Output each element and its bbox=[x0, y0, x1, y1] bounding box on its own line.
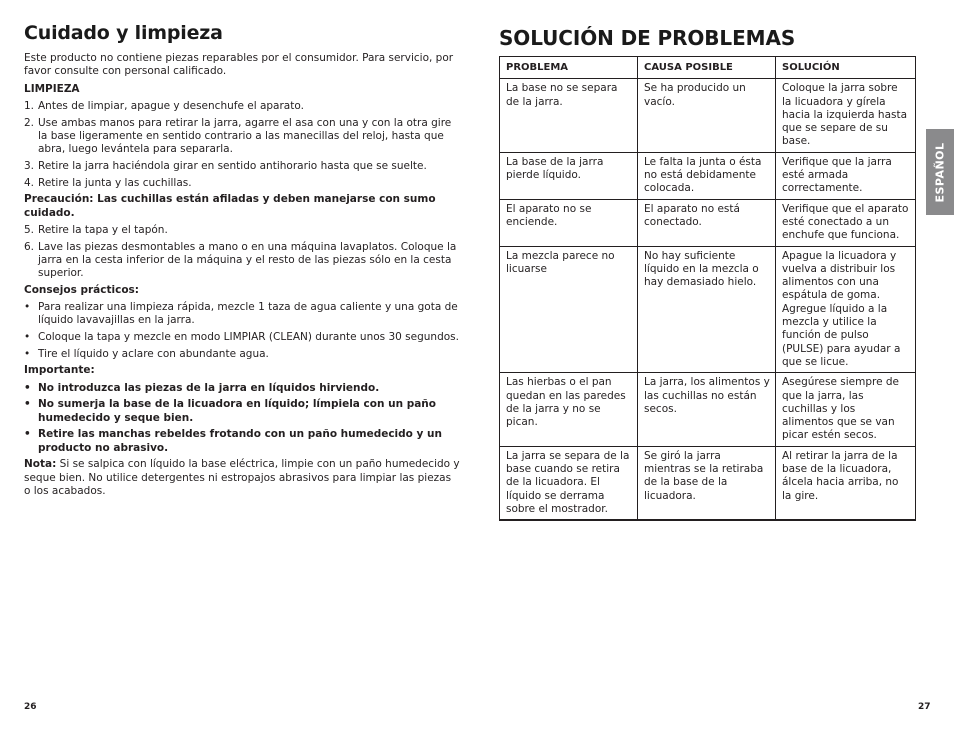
table-cell: Verifique que el aparato esté conectado a un enchufe que funciona. bbox=[776, 199, 916, 246]
important-list bbox=[24, 382, 460, 455]
list-item: 2. Use ambas manos para retirar la jarra, agarre el asa con una y con la otra gire la base ligeramente en sentido contrario a las manecillas del reloj, hasta que abra, luego levántela para separarla. bbox=[24, 116, 452, 156]
column-header-cause: CAUSA POSIBLE bbox=[638, 57, 776, 79]
table-cell: Le falta la junta o ésta no está debidamente colocada. bbox=[638, 152, 776, 199]
table-row bbox=[500, 79, 916, 152]
page-number-left: 26 bbox=[24, 702, 37, 712]
table-cell: Al retirar la jarra de la base de la licuadora, álcela hacia arriba, no la gire. bbox=[776, 446, 916, 520]
table-cell: La jarra se separa de la base cuando se retira de la licuadora. El líquido se derrama sobre el mostrador. bbox=[500, 446, 638, 520]
column-header-solution: SOLUCIÓN bbox=[776, 57, 916, 79]
list-item: 3. Retire la jarra haciéndola girar en sentido antihorario hasta que se suelte. bbox=[24, 159, 427, 172]
table-cell: Apague la licuadora y vuelva a distribuir los alimentos con una espátula de goma. Agregue líquido a la mezcla y utilice la función de pulso (PULSE) para ayudar a que se licue. bbox=[776, 246, 916, 373]
table-cell: La mezcla parece no licuarse bbox=[500, 246, 638, 373]
table-cell: No hay suficiente líquido en la mezcla o hay demasiado hielo. bbox=[638, 246, 776, 373]
cleaning-heading: LIMPIEZA bbox=[24, 82, 80, 95]
table-row bbox=[500, 199, 916, 246]
intro-paragraph: Este producto no contiene piezas reparables por el consumidor. Para servicio, por favor consulte con personal calificado. bbox=[24, 52, 454, 78]
table-cell: La base no se separa de la jarra. bbox=[500, 79, 638, 152]
steps-list-a bbox=[24, 100, 460, 190]
caution-text: Precaución: Las cuchillas están afiladas y deben manejarse con sumo cuidado. bbox=[24, 193, 436, 219]
troubleshooting-section bbox=[499, 26, 915, 521]
table-cell: Verifique que la jarra esté armada correctamente. bbox=[776, 152, 916, 199]
tips-heading: Consejos prácticos: bbox=[24, 283, 139, 296]
table-header-row bbox=[500, 57, 916, 79]
table-row bbox=[500, 373, 916, 446]
list-item: 5. Retire la tapa y el tapón. bbox=[24, 223, 168, 236]
list-item: • Coloque la tapa y mezcle en modo LIMPIAR (CLEAN) durante unos 30 segundos. bbox=[24, 331, 459, 344]
table-cell: Se ha producido un vacío. bbox=[638, 79, 776, 152]
table-cell: La base de la jarra pierde líquido. bbox=[500, 152, 638, 199]
table-row bbox=[500, 152, 916, 199]
page-number-right: 27 bbox=[918, 702, 931, 712]
troubleshooting-table bbox=[499, 56, 916, 521]
list-item: • Tire el líquido y aclare con abundante agua. bbox=[24, 347, 269, 360]
list-item: • No introduzca las piezas de la jarra en líquidos hirviendo. bbox=[24, 381, 380, 394]
note-text: Si se salpica con líquido la base eléctrica, limpie con un paño humedecido y seque bien. No utilice detergentes ni estropajos abrasivos para limpiar las piezas o los acabados. bbox=[24, 458, 460, 497]
section-title: SOLUCIÓN DE PROBLEMAS bbox=[499, 26, 796, 50]
table-cell: La jarra, los alimentos y las cuchillas no están secos. bbox=[638, 373, 776, 446]
table-cell: Las hierbas o el pan quedan en las paredes de la jarra y no se pican. bbox=[500, 373, 638, 446]
tips-list bbox=[24, 301, 460, 361]
table-cell: Asegúrese siempre de que la jarra, las cuchillas y los alimentos que se van picar estén secos. bbox=[776, 373, 916, 446]
table-row bbox=[500, 246, 916, 373]
page-title: Cuidado y limpieza bbox=[24, 22, 223, 44]
table-cell: El aparato no se enciende. bbox=[500, 199, 638, 246]
table-cell: Coloque la jarra sobre la licuadora y gírela hacia la izquierda hasta que se separe de su base. bbox=[776, 79, 916, 152]
care-cleaning-section bbox=[24, 22, 460, 498]
important-heading: Importante: bbox=[24, 364, 95, 377]
note-paragraph bbox=[24, 458, 460, 498]
language-tab-label: ESPAÑOL bbox=[933, 141, 947, 203]
steps-list-b bbox=[24, 224, 460, 281]
note-label: Nota: bbox=[24, 458, 57, 471]
list-item: • No sumerja la base de la licuadora en líquido; límpiela con un paño humedecido y seque bien. bbox=[24, 398, 437, 424]
list-item: 4. Retire la junta y las cuchillas. bbox=[24, 176, 192, 189]
list-item: • Para realizar una limpieza rápida, mezcle 1 taza de agua caliente y una gota de líquido lavavajillas en la jarra. bbox=[24, 301, 458, 327]
column-header-problem: PROBLEMA bbox=[500, 57, 638, 79]
table-cell: Se giró la jarra mientras se la retiraba de la base de la licuadora. bbox=[638, 446, 776, 520]
table-row bbox=[500, 446, 916, 520]
list-item: 6. Lave las piezas desmontables a mano o en una máquina lavaplatos. Coloque la jarra en la cesta inferior de la máquina y el resto de las piezas sólo en la cesta superior. bbox=[24, 240, 457, 280]
list-item: 1. Antes de limpiar, apague y desenchufe el aparato. bbox=[24, 99, 304, 112]
list-item: • Retire las manchas rebeldes frotando con un paño humedecido y un producto no abrasivo. bbox=[24, 428, 442, 454]
table-cell: El aparato no está conectado. bbox=[638, 199, 776, 246]
language-tab bbox=[926, 129, 954, 215]
